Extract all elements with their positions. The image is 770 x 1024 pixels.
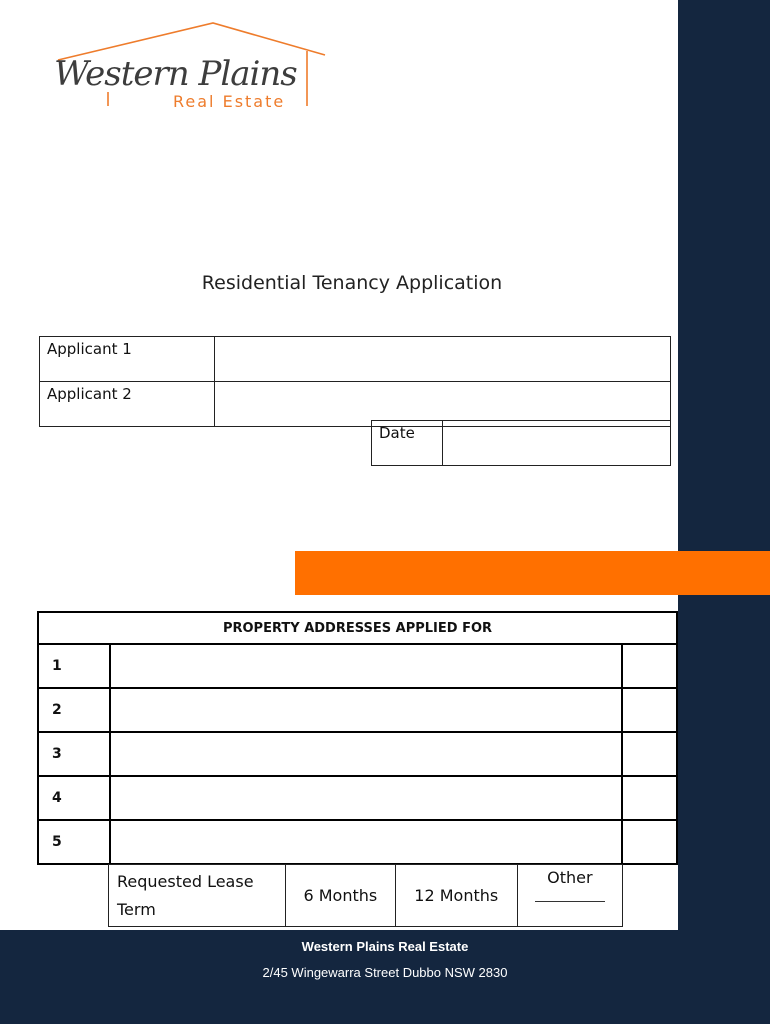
lease-term-table (108, 864, 623, 927)
property-table-header: PROPERTY ADDRESSES APPLIED FOR (38, 612, 677, 644)
logo-subtitle: Real Estate (173, 92, 286, 111)
footer (0, 930, 770, 1024)
row-number: 5 (38, 820, 110, 864)
date-field[interactable] (443, 421, 671, 466)
row-number: 3 (38, 732, 110, 776)
table-row (40, 337, 671, 382)
applicant-2-label: Applicant 2 (40, 382, 215, 427)
applicant-1-field[interactable] (215, 337, 671, 382)
table-row (38, 644, 677, 688)
row-number: 4 (38, 776, 110, 820)
table-header-row (38, 612, 677, 644)
orange-accent-bar (295, 551, 770, 595)
select-cell[interactable] (622, 732, 677, 776)
address-field[interactable] (110, 776, 622, 820)
address-field[interactable] (110, 688, 622, 732)
date-table (371, 420, 671, 466)
property-addresses-table (37, 611, 678, 865)
row-number: 2 (38, 688, 110, 732)
date-label: Date (372, 421, 443, 466)
table-row (38, 820, 677, 864)
select-cell[interactable] (622, 820, 677, 864)
footer-company-name: Western Plains Real Estate (301, 939, 469, 954)
address-field[interactable] (110, 732, 622, 776)
lease-option-12-months[interactable]: 12 Months (395, 865, 517, 927)
page-title: Residential Tenancy Application (201, 272, 503, 294)
table-row (372, 421, 671, 466)
lease-term-label: Requested Lease Term (109, 865, 286, 927)
other-blank-line (535, 901, 605, 902)
address-field[interactable] (110, 820, 622, 864)
footer-address: 2/45 Wingewarra Street Dubbo NSW 2830 (262, 965, 508, 980)
lease-option-other[interactable] (517, 865, 622, 927)
table-row (109, 865, 623, 927)
logo-wordmark: Western Plains (54, 54, 297, 94)
select-cell[interactable] (622, 776, 677, 820)
row-number: 1 (38, 644, 110, 688)
select-cell[interactable] (622, 688, 677, 732)
applicant-1-label: Applicant 1 (40, 337, 215, 382)
select-cell[interactable] (622, 644, 677, 688)
other-label: Other (547, 868, 593, 887)
company-logo (48, 20, 338, 115)
lease-option-6-months[interactable]: 6 Months (286, 865, 396, 927)
table-row (38, 776, 677, 820)
side-accent-bar (678, 0, 770, 1024)
applicant-table (39, 336, 671, 427)
table-row (38, 732, 677, 776)
address-field[interactable] (110, 644, 622, 688)
table-row (38, 688, 677, 732)
